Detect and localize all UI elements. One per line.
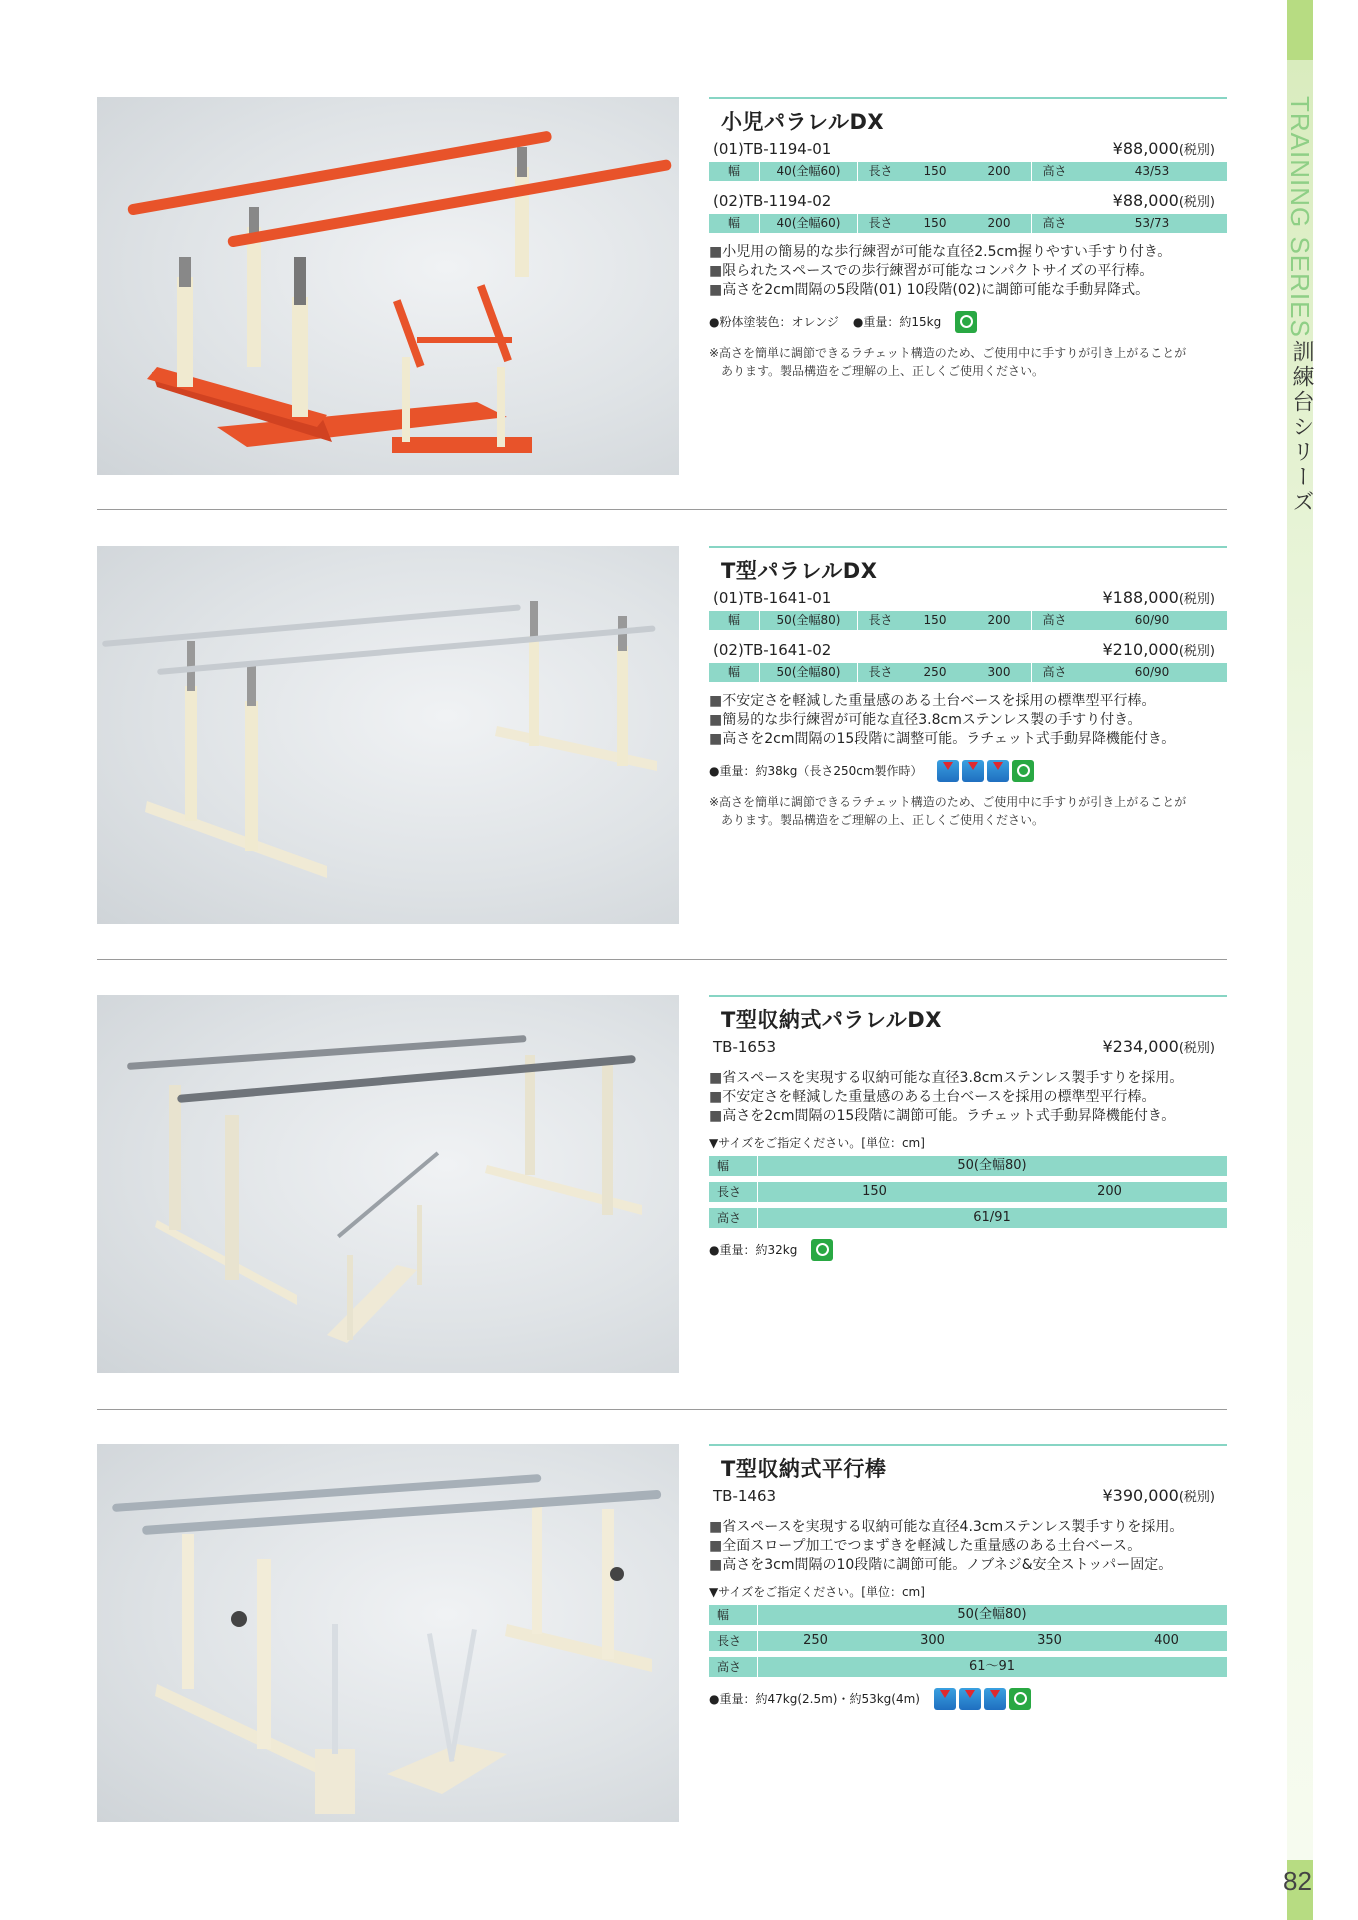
meta-row [709,759,1227,783]
spec-bar [709,611,1227,630]
product-title: T型収納式平行棒 [721,1457,887,1481]
length-value: 200 [987,164,1011,178]
size-row-width [709,1156,1227,1176]
height-value: 43/53 [1134,164,1170,178]
length-value: 200 [1097,1184,1122,1199]
feature-item: ■ 省スペースを実現する収納可能な直径3.8cmステンレス製手すりを採用。 [709,1069,1227,1088]
length-value: 300 [920,1633,945,1648]
weight-spec: ● 重量：約47kg(2.5m)・約53kg(4m) [709,1687,920,1711]
price: ¥188,000 [1102,588,1179,607]
feature-item: ■ 小児用の簡易的な歩行練習が可能な直径2.5cm握りやすい手すり付き。 [709,243,1227,262]
feature-item: ■ 省スペースを実現する収納可能な直径4.3cmステンレス製手すりを採用。 [709,1518,1227,1537]
size-row-height [709,1208,1227,1228]
price: ¥390,000 [1102,1486,1179,1505]
feature-item: ■ 高さを3cm間隔の10段階に調節可能。ノブネジ&安全ストッパー固定。 [709,1556,1227,1575]
series-title-jp: 訓練台シリーズ [1289,340,1314,515]
model-number: (02)TB-1641-02 [713,641,832,659]
width-label: 幅 [717,1608,730,1622]
height-value: 53/73 [1134,216,1170,230]
storable-parallel-bars-illustration [97,995,679,1373]
width-label: 幅 [727,216,740,230]
meta-row [709,1238,1227,1262]
model-row [709,638,1227,662]
model-number: (02)TB-1194-02 [713,192,832,210]
feature-list [709,1518,1227,1575]
caution-note [709,344,1227,380]
note-line: あります。製品構造をご理解の上、正しくご使用ください。 [721,813,1045,827]
size-table [709,1605,1227,1677]
note-line: ※高さを簡単に調節できるラチェット構造のため、ご使用中に手すりが引き上がることが [709,346,1187,360]
tax-note: (税別) [1178,644,1215,659]
feature-item: ■ 不安定さを軽減した重量感のある土台ベースを採用の標準型平行棒。 [709,692,1227,711]
size-table [709,1156,1227,1228]
width-label: 幅 [727,613,740,627]
meta-row [709,310,1227,334]
tax-note: (税別) [1178,1490,1215,1505]
color-spec: ● 粉体塗装色：オレンジ [709,310,839,334]
note-line: あります。製品構造をご理解の上、正しくご使用ください。 [721,364,1045,378]
section-divider [97,959,1227,960]
search-magnifier-icon [955,311,977,333]
storable-parallel-bars-knob-illustration [97,1444,679,1822]
model-row [709,189,1227,213]
parallel-bars-orange-illustration [97,97,679,475]
tax-note: (税別) [1178,1041,1215,1056]
length-label: 長さ [717,1634,742,1648]
model-row [709,1035,1227,1059]
feature-item: ■ 高さを2cm間隔の5段階(01) 10段階(02)に調節可能な手動昇降式。 [709,281,1227,300]
price: ¥88,000 [1112,139,1179,158]
section-divider [97,509,1227,510]
length-value: 200 [987,216,1011,230]
weight-spec: ● 重量：約32kg [709,1238,797,1262]
length-value: 250 [923,665,947,679]
length-value: 150 [923,164,947,178]
blue-cube-icon [984,1688,1006,1710]
blue-cube-icon [937,760,959,782]
feature-list [709,1069,1227,1126]
length-label: 長さ [717,1185,742,1199]
length-value: 150 [862,1184,887,1199]
product-title: 小児パラレルDX [721,110,885,134]
series-title-en: TRAINING SERIES [1285,96,1315,338]
height-value: 61/91 [973,1210,1011,1225]
width-label: 幅 [727,665,740,679]
product-title: T型パラレルDX [721,559,878,583]
price: ¥234,000 [1102,1037,1179,1056]
feature-list [709,243,1227,300]
length-value: 350 [1037,1633,1062,1648]
product-info [709,995,1227,1262]
weight-spec: ● 重量：約38kg（長さ250cm製作時） [709,759,923,783]
width-value: 40(全幅60) [759,214,857,233]
blue-cube-icon [987,760,1009,782]
feature-item: ■ 高さを2cm間隔の15段階に調整可能。ラチェット式手動昇降機能付き。 [709,730,1227,749]
width-value: 50(全幅80) [759,611,857,630]
length-label: 長さ [857,611,903,630]
size-row-height [709,1657,1227,1677]
page-number: 82 [1283,1866,1312,1896]
width-value: 50(全幅80) [957,1158,1027,1173]
section-divider [97,1409,1227,1410]
width-label: 幅 [727,164,740,178]
feature-item: ■ 限られたスペースでの歩行練習が可能なコンパクトサイズの平行棒。 [709,262,1227,281]
size-prompt: ▼サイズをご指定ください。[単位：cm] [709,1136,925,1150]
product-info [709,1444,1227,1711]
length-label: 長さ [857,663,903,682]
blue-cube-icon [959,1688,981,1710]
width-label: 幅 [717,1159,730,1173]
height-label: 高さ [1031,663,1077,682]
size-prompt: ▼サイズをご指定ください。[単位：cm] [709,1585,925,1599]
tax-note: (税別) [1178,143,1215,158]
model-number: (01)TB-1194-01 [713,140,832,158]
weight-spec: ● 重量：約15kg [853,310,941,334]
width-value: 50(全幅80) [759,663,857,682]
feature-list [709,692,1227,749]
product-card [97,546,1227,926]
height-label: 高さ [717,1211,742,1225]
model-row [709,1484,1227,1508]
size-row-width [709,1605,1227,1625]
search-magnifier-icon [1009,1688,1031,1710]
model-row [709,137,1227,161]
width-value: 40(全幅60) [759,162,857,181]
height-value: 61～91 [968,1659,1016,1674]
length-value: 150 [923,613,947,627]
spec-bar [709,162,1227,181]
note-line: ※高さを簡単に調節できるラチェット構造のため、ご使用中に手すりが引き上がることが [709,795,1187,809]
price: ¥210,000 [1102,640,1179,659]
product-info [709,546,1227,829]
product-card [97,97,1227,477]
product-photo [97,97,679,475]
tax-note: (税別) [1178,195,1215,210]
width-value: 50(全幅80) [957,1607,1027,1622]
height-label: 高さ [1031,214,1077,233]
search-magnifier-icon [811,1239,833,1261]
height-label: 高さ [717,1660,742,1674]
length-label: 長さ [857,214,903,233]
caution-note [709,793,1227,829]
height-value: 60/90 [1134,613,1170,627]
feature-item: ■ 不安定さを軽減した重量感のある土台ベースを採用の標準型平行棒。 [709,1088,1227,1107]
blue-cube-icon [934,1688,956,1710]
product-photo [97,546,679,924]
product-card [97,1444,1227,1824]
product-photo [97,995,679,1373]
height-value: 60/90 [1134,665,1170,679]
feature-item: ■ 高さを2cm間隔の15段階に調節可能。ラチェット式手動昇降機能付き。 [709,1107,1227,1126]
height-label: 高さ [1031,611,1077,630]
length-value: 300 [987,665,1011,679]
model-number: (01)TB-1641-01 [713,589,832,607]
model-row [709,586,1227,610]
product-info [709,97,1227,380]
feature-item: ■ 全面スロープ加工でつまずきを軽減した重量感のある土台ベース。 [709,1537,1227,1556]
model-number: TB-1653 [713,1038,777,1056]
feature-item: ■ 簡易的な歩行練習が可能な直径3.8cmステンレス製の手すり付き。 [709,711,1227,730]
spec-bar [709,214,1227,233]
length-label: 長さ [857,162,903,181]
product-card [97,995,1227,1375]
model-number: TB-1463 [713,1487,777,1505]
length-value: 200 [987,613,1011,627]
size-row-length [709,1182,1227,1202]
product-photo [97,1444,679,1822]
search-magnifier-icon [1012,760,1034,782]
meta-row [709,1687,1227,1711]
height-label: 高さ [1031,162,1077,181]
price: ¥88,000 [1112,191,1179,210]
parallel-bars-t-type-illustration [97,546,679,924]
length-value: 150 [923,216,947,230]
length-value: 400 [1154,1633,1179,1648]
spec-bar [709,663,1227,682]
tax-note: (税別) [1178,592,1215,607]
product-title: T型収納式パラレルDX [721,1008,942,1032]
size-row-length [709,1631,1227,1651]
length-value: 250 [803,1633,828,1648]
blue-cube-icon [962,760,984,782]
